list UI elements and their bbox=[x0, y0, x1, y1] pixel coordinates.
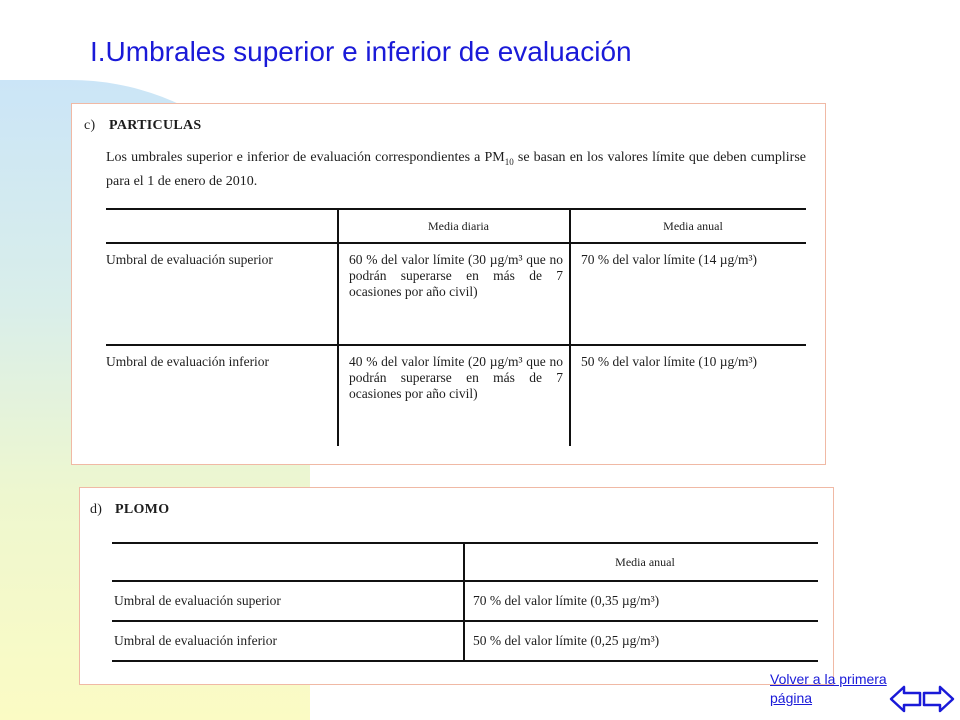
particulas-table bbox=[106, 208, 806, 446]
plomo-image-panel bbox=[79, 487, 834, 685]
table-header-row bbox=[112, 543, 818, 581]
row-label: Umbral de evaluación inferior bbox=[106, 354, 270, 369]
page-title: I.Umbrales superior e inferior de evaluación bbox=[90, 36, 632, 67]
table-row bbox=[106, 345, 806, 446]
arrow-right-icon bbox=[920, 683, 956, 715]
plomo-heading bbox=[90, 502, 169, 518]
daily-value: 40 % del valor límite (20 µg/m³ que no podrán superarse en más de 7 ocasiones por año civil) bbox=[338, 345, 570, 446]
next-slide-button[interactable] bbox=[920, 683, 956, 715]
row-label: Umbral de evaluación inferior bbox=[112, 621, 464, 661]
table-row bbox=[112, 581, 818, 621]
plomo-letter: d) bbox=[90, 502, 103, 517]
row-label: Umbral de evaluación superior bbox=[112, 581, 464, 621]
row-label: Umbral de evaluación superior bbox=[106, 243, 338, 345]
annual-value: 50 % del valor límite (10 µg/m³) bbox=[570, 345, 806, 446]
table-header-cell: Media diaria bbox=[338, 209, 570, 243]
table-header-cell: Media anual bbox=[464, 543, 818, 581]
particulas-image-panel bbox=[71, 103, 826, 465]
particulas-heading bbox=[84, 118, 201, 134]
particulas-intro: Los umbrales superior e inferior de evaluación correspondientes a $PM_{10}$ se basan en los valores límite que deben cumplirse para el 1 de enero de 2010. bbox=[106, 150, 806, 189]
previous-slide-button[interactable] bbox=[888, 683, 924, 715]
annual-value: 70 % del valor límite (0,35 µg/m³) bbox=[464, 581, 818, 621]
particulas-title: PARTICULAS bbox=[109, 118, 202, 133]
particulas-letter: c) bbox=[84, 118, 96, 133]
daily-value: 60 % del valor límite (30 µg/m³ que no podrán superarse en más de 7 ocasiones por año civil) bbox=[338, 243, 570, 345]
plomo-table bbox=[112, 542, 818, 662]
plomo-title: PLOMO bbox=[115, 502, 170, 517]
annual-value: 70 % del valor límite (14 µg/m³) bbox=[570, 243, 806, 345]
annual-value: 50 % del valor límite (0,25 µg/m³) bbox=[464, 621, 818, 661]
table-header-cell: Media anual bbox=[570, 209, 806, 243]
table-header-row bbox=[106, 209, 806, 243]
arrow-left-icon bbox=[888, 683, 924, 715]
table-header-cell bbox=[112, 543, 464, 581]
table-row bbox=[106, 243, 806, 345]
back-to-first-page-link[interactable]: Volver a la primera página bbox=[770, 671, 887, 706]
table-header-cell bbox=[106, 209, 338, 243]
table-row bbox=[112, 621, 818, 661]
